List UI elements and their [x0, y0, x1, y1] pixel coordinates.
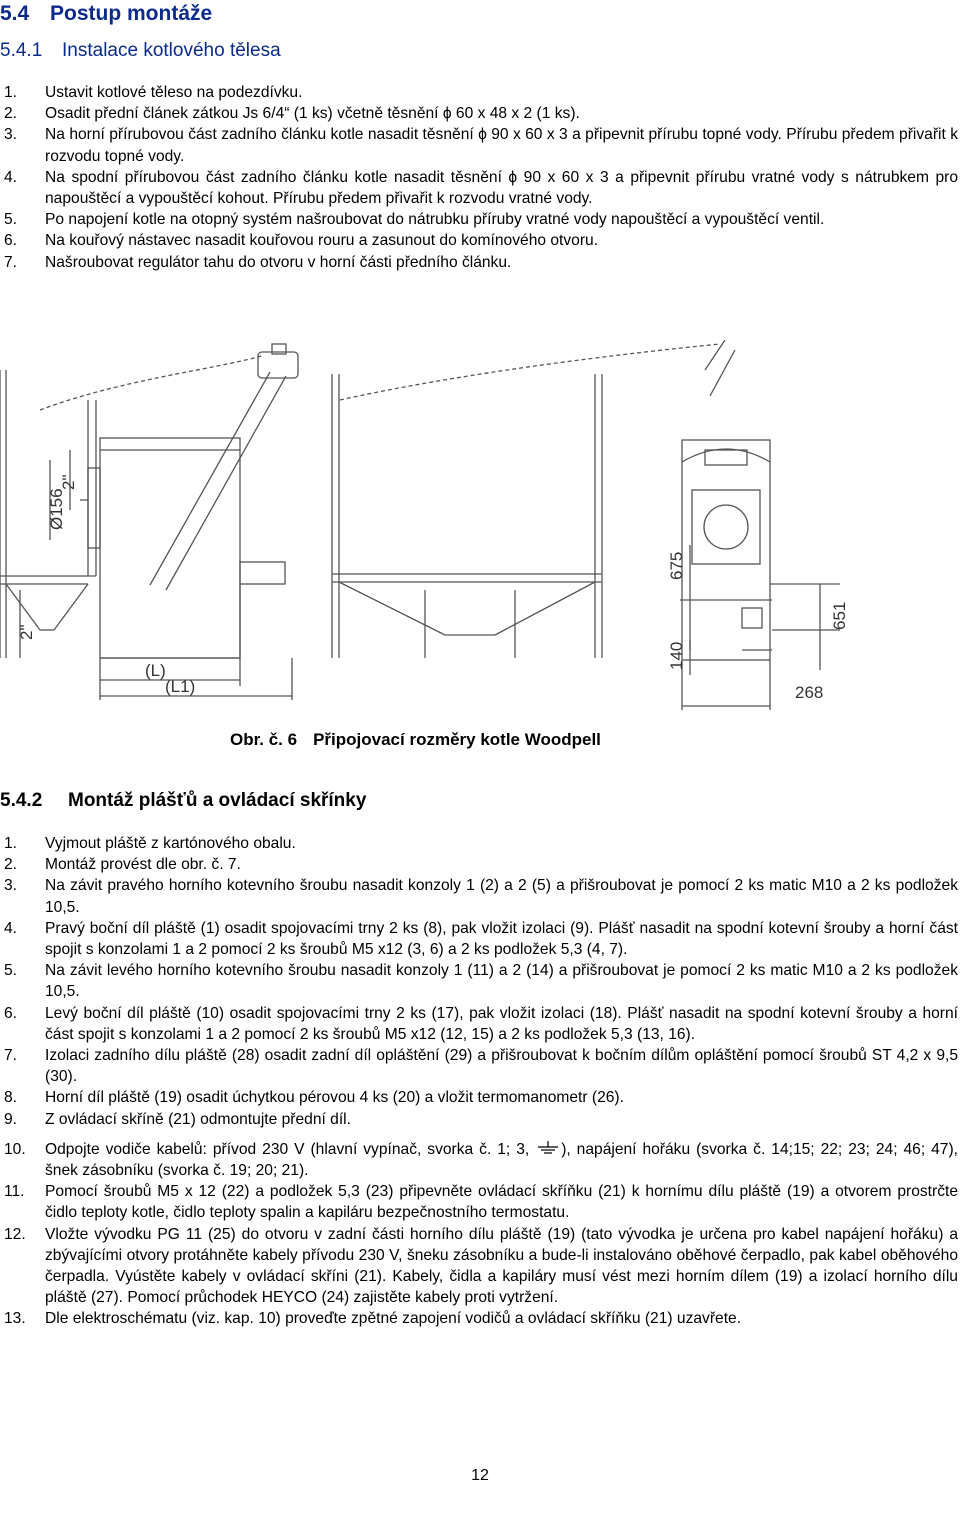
- boiler-connection-drawing: [0, 340, 960, 715]
- list-item: 4. Pravý boční díl pláště (1) osadit spojovacími trny 2 ks (8), pak vložit izolaci (9). Plášť nasadit na spodní kotevní šrouby a horní část spojit s konzolami 1 a 2 pomocí 2 ks šroubů M5 x12 (3, 6) a 2 ks podložek 5,3 (4, 7).: [4, 919, 958, 959]
- figure-caption: [230, 730, 601, 750]
- dim-label-d156: Ø156: [47, 488, 66, 530]
- list-item: 7. Našroubovat regulátor tahu do otvoru v horní části předního článku.: [4, 253, 512, 271]
- subsection-number: 5.4.1: [0, 40, 43, 61]
- list-item: 8. Horní díl pláště (19) osadit úchytkou pérovou 4 ks (20) a vložit termomanometr (26).: [4, 1089, 624, 1107]
- list-item: 12. Vložte vývodku PG 11 (25) do otvoru v zadní části horního dílu pláště (19) (tato vývodka je určena pro kabel napájení hořáku) a zbývajícími otvory protáhněte kabely přívodu 230 V, šneku zásobníku a bude-li instalováno oběhové čerpadlo, pak kabel oběhového čerpadla. Vyústěte kabely v ovládací skříni (21). Kabely, čidla a kapiláry musí vést mezi horním dílem (19) a izolací horního dílu pláště (27). Pomocí průchodek HEYCO (24) zajistěte kabely proti vytržení.: [4, 1225, 958, 1307]
- dim-label-L: (L): [145, 661, 166, 680]
- subsection-title: Montáž plášťů a ovládací skřínky: [68, 790, 367, 811]
- dim-label-140: 140: [667, 641, 686, 670]
- page-number: 12: [471, 1467, 489, 1484]
- subsection-title: Instalace kotlového tělesa: [62, 40, 281, 61]
- dim-label-675: 675: [667, 551, 686, 580]
- list-item: 6. Na kouřový nástavec nasadit kouřovou rouru a zasunout do komínového otvoru.: [4, 232, 599, 250]
- list-item: 11. Pomocí šroubů M5 x 12 (22) a podložek 5,3 (23) připevněte ovládací skříňku (21) k hornímu dílu pláště (19) a otvorem prostrčte čidlo teploty kotle, čidlo teploty spalin a kapiláru bezpečnostního termostatu.: [4, 1183, 958, 1222]
- list-item: 4. Na spodní přírubovou část zadního článku kotle nasadit těsnění ϕ 90 x 60 x 3 a připevnit přírubu vratné vody s nátrubkem pro napouštěcí a vypouštěcí kohout. Přírubu předem přivařit k rozvodu vratné vody.: [4, 168, 958, 208]
- dim-label-2in-bottom: 2": [17, 624, 36, 640]
- list-item: 7. Izolaci zadního dílu pláště (28) osadit zadní díl opláštění (29) a přišroubovat k bočním dílům opláštění pomocí šroubů ST 4,2 x 9,5 (30).: [4, 1047, 958, 1086]
- list-item: 2. Montáž provést dle obr. č. 7.: [4, 856, 241, 874]
- dim-label-268: 268: [795, 683, 824, 702]
- list-item: 13. Dle elektroschématu (viz. kap. 10) proveďte zpětné zapojení vodičů a ovládací skříňku (21) uzavřete.: [4, 1310, 742, 1328]
- list-item: 9. Z ovládací skříně (21) odmontujte přední díl.: [4, 1110, 351, 1128]
- list-item: 10. Odpojte vodiče kabelů: přívod 230 V (hlavní vypínač, svorka č. 1; 3, ), napájení hořáku (svorka č. 14;15; 22; 23; 24; 46; 47), šnek zásobníku (svorka č. 19; 20; 21).: [4, 1140, 958, 1180]
- list-item: 5. Na závit levého horního kotevního šroubu nasadit konzoly 1 (11) a 2 (14) a přišroubovat je pomocí 2 ks matic M10 a 2 ks podložek 10,5.: [4, 962, 958, 1001]
- caption-number: Obr. č. 6: [230, 730, 298, 749]
- list-item: 3. Na závit pravého horního kotevního šroubu nasadit konzoly 1 (2) a 2 (5) a přišroubovat je pomocí 2 ks matic M10 a 2 ks podložek 10,5.: [4, 877, 958, 916]
- hopper-view: [332, 340, 735, 658]
- install-steps-list: [0, 82, 958, 273]
- boiler-front-view: [680, 440, 840, 710]
- dim-label-651: 651: [830, 601, 849, 630]
- cover-assembly-steps-list: [0, 833, 958, 1330]
- section-heading: [0, 2, 212, 26]
- dim-label-L1: (L1): [165, 677, 196, 696]
- ground-symbol-icon: [535, 1141, 561, 1155]
- list-item: 6. Levý boční díl pláště (10) osadit spojovacími trny 2 ks (17), pak vložit izolaci (18). Plášť nasadit na spodní kotevní šrouby a horní část spojit s konzolami 1 a 2 pomocí 2 ks šroubů M5 x12 (12, 15) a 2 ks podložek 5,3 (13, 16).: [4, 1004, 958, 1043]
- list-item: 2. Osadit přední článek zátkou Js 6/4“ (1 ks) včetně těsnění ϕ 60 x 48 x 2 (1 ks).: [4, 105, 580, 123]
- section-title: Postup montáže: [50, 2, 213, 25]
- dim-label-2in-top: 2": [59, 474, 78, 490]
- list-item: 5. Po napojení kotle na otopný systém našroubovat do nátrubku příruby vratné vody napouštěcí a vypouštěcí ventil.: [4, 211, 825, 229]
- section-number: 5.4: [0, 2, 30, 25]
- subsection-heading-542: [0, 790, 366, 812]
- subsection-number: 5.4.2: [0, 790, 43, 811]
- caption-text: Připojovací rozměry kotle Woodpell: [313, 730, 601, 749]
- boiler-side-view: [0, 344, 298, 700]
- list-item: 3. Na horní přírubovou část zadního článku kotle nasadit těsnění ϕ 90 x 60 x 3 a připevnit přírubu topné vody. Přírubu předem přivařit k rozvodu topné vody.: [4, 126, 958, 165]
- subsection-heading-541: [0, 40, 281, 62]
- list-item: 1. Vyjmout pláště z kartónového obalu.: [4, 835, 296, 852]
- list-item: 1. Ustavit kotlové těleso na podezdívku.: [4, 84, 303, 101]
